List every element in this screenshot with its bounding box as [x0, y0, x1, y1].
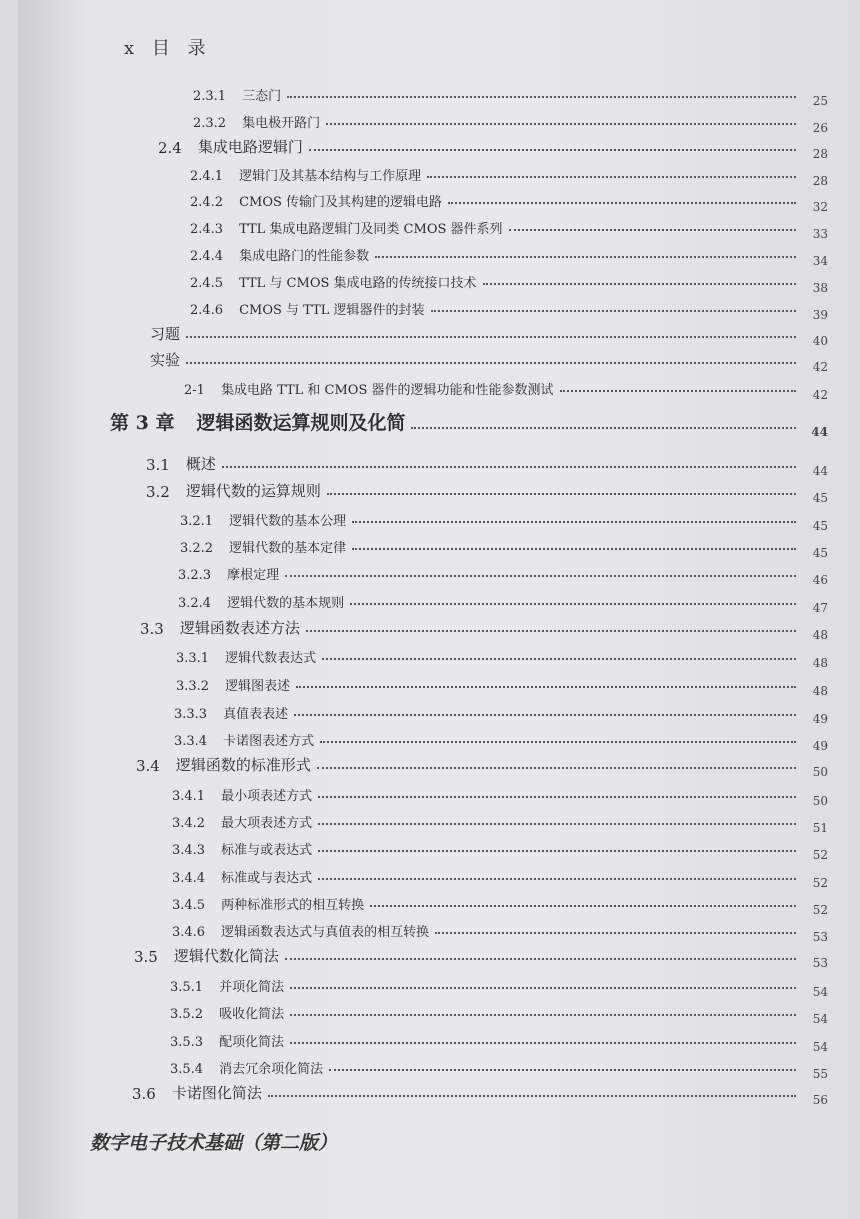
page-header — [124, 34, 212, 60]
toc-entry[interactable] — [132, 1079, 828, 1107]
dot-leader — [431, 310, 796, 312]
toc-page-number: 33 — [812, 227, 828, 241]
dot-leader — [318, 823, 796, 825]
toc-section-number: 3.4.4 — [172, 871, 206, 886]
toc-section-number: 2.4.1 — [190, 169, 224, 184]
dot-leader — [483, 283, 796, 285]
page-marker: x — [124, 38, 141, 59]
toc-title: 实验 — [150, 351, 181, 369]
toc-page-number: 52 — [812, 848, 828, 862]
dot-leader — [322, 658, 796, 660]
dot-leader — [509, 229, 796, 231]
toc-section-number: 3.5.3 — [170, 1035, 204, 1050]
toc-page-number: 42 — [812, 388, 828, 402]
toc-page-number: 54 — [812, 1040, 828, 1054]
toc-entry[interactable] — [146, 450, 828, 478]
toc-entry[interactable] — [172, 862, 828, 890]
book-page — [18, 0, 848, 1219]
toc-entry[interactable] — [172, 780, 828, 808]
dot-leader — [296, 686, 796, 688]
toc-entry[interactable] — [190, 186, 828, 214]
toc-entry[interactable] — [170, 1053, 828, 1081]
toc-section-number: 3.3.2 — [176, 679, 210, 694]
toc-title: 逻辑函数表述方法 — [179, 619, 300, 637]
toc-page-number: 49 — [812, 712, 828, 726]
toc-page-number: 54 — [812, 1012, 828, 1026]
toc-title: 逻辑代数的基本规则 — [227, 596, 345, 611]
toc-section-number: 2.4.2 — [190, 195, 224, 210]
toc-section-number: 3.5.2 — [170, 1007, 204, 1022]
toc-section-number: 3.4.3 — [172, 843, 206, 858]
toc-entry[interactable] — [172, 889, 828, 917]
dot-leader — [285, 958, 796, 960]
dot-leader — [375, 256, 796, 258]
toc-entry[interactable] — [170, 998, 828, 1026]
toc-entry[interactable] — [176, 642, 828, 670]
toc-title: 习题 — [150, 325, 181, 343]
toc-section-number: 3.2.2 — [180, 541, 214, 556]
toc-title: 卡诺图化简法 — [171, 1084, 262, 1102]
toc-page-number: 52 — [812, 876, 828, 890]
toc-page-number: 55 — [812, 1067, 828, 1081]
toc-section-number: 2.3.2 — [193, 116, 227, 131]
dot-leader — [560, 390, 796, 392]
toc-title: 集成电路门的性能参数 — [239, 249, 370, 264]
dot-leader — [306, 630, 796, 632]
toc-page-number: 45 — [812, 519, 828, 533]
toc-title: 标准或与表达式 — [221, 871, 313, 886]
toc-entry[interactable] — [180, 532, 828, 560]
toc-page-number: 46 — [812, 573, 828, 587]
toc-entry[interactable] — [178, 587, 828, 615]
dot-leader — [290, 987, 796, 989]
toc-page-number: 47 — [812, 601, 828, 615]
toc-section-number: 3.3.3 — [174, 707, 208, 722]
dot-leader — [352, 521, 796, 523]
toc-entry[interactable] — [174, 725, 828, 753]
toc-title: TTL 与 CMOS 集成电路的传统接口技术 — [239, 276, 477, 291]
toc-page-number: 53 — [812, 956, 828, 970]
toc-section-number: 2.4.4 — [190, 249, 224, 264]
toc-entry[interactable] — [140, 614, 828, 642]
toc-page-number: 50 — [812, 794, 828, 808]
toc-title: 逻辑图表述 — [225, 679, 291, 694]
dot-leader — [285, 575, 796, 577]
toc-title: 概述 — [185, 455, 216, 473]
toc-entry[interactable] — [172, 807, 828, 835]
toc-page-number: 52 — [812, 903, 828, 917]
toc-page-number: 40 — [812, 334, 828, 348]
toc-page-number: 44 — [811, 425, 828, 439]
toc-entry[interactable] — [190, 213, 828, 241]
toc-section-number: 3.2 — [146, 483, 170, 501]
dot-leader — [327, 493, 796, 495]
toc-page-number: 26 — [812, 121, 828, 135]
toc-section-number: 3.1 — [146, 456, 170, 474]
dot-leader — [290, 1042, 796, 1044]
toc-title: 集成电路 TTL 和 CMOS 器件的逻辑功能和性能参数测试 — [220, 383, 554, 398]
toc-entry[interactable] — [170, 971, 828, 999]
toc-section-number: 3.4.1 — [172, 789, 206, 804]
toc-page-number: 45 — [812, 546, 828, 560]
dot-leader — [222, 466, 796, 468]
toc-title: TTL 集成电路逻辑门及同类 CMOS 器件系列 — [239, 222, 503, 237]
toc-entry[interactable] — [190, 294, 828, 322]
toc-page-number: 44 — [812, 464, 828, 478]
toc-section-number: 3.6 — [132, 1085, 156, 1103]
toc-title: 最大项表述方式 — [221, 816, 313, 831]
dot-leader — [326, 123, 796, 125]
dot-leader — [287, 96, 796, 98]
toc-title: 集电极开路门 — [242, 116, 321, 131]
toc-section-number: 3.2.3 — [178, 568, 212, 583]
toc-page-number: 28 — [812, 174, 828, 188]
toc-section-number: 3.5.4 — [170, 1062, 204, 1077]
toc-entry[interactable] — [180, 505, 828, 533]
dot-leader — [317, 767, 796, 769]
dot-leader — [350, 603, 796, 605]
toc-title: 逻辑门及其基本结构与工作原理 — [239, 169, 422, 184]
toc-entry[interactable] — [150, 320, 828, 348]
toc-section-number: 2.4.3 — [190, 222, 224, 237]
toc-page-number: 53 — [812, 930, 828, 944]
toc-page-number: 45 — [812, 491, 828, 505]
toc-section-number: 2.4.5 — [190, 276, 224, 291]
dot-leader — [370, 905, 796, 907]
dot-leader — [411, 427, 796, 429]
dot-leader — [448, 202, 796, 204]
toc-page-number: 28 — [812, 147, 828, 161]
toc-section-number: 2-1 — [184, 383, 205, 398]
toc-page-number: 32 — [812, 200, 828, 214]
dot-leader — [309, 149, 796, 151]
toc-section-number: 3.4 — [136, 757, 160, 775]
toc-section-number: 2.3.1 — [193, 89, 227, 104]
toc-entry[interactable] — [172, 834, 828, 862]
toc-title: CMOS 与 TTL 逻辑器件的封装 — [239, 303, 425, 318]
toc-section-number: 3.5 — [134, 948, 158, 966]
toc-section-number: 3.3 — [140, 620, 164, 638]
toc-page-number: 48 — [812, 684, 828, 698]
toc-title: 三态门 — [242, 89, 282, 104]
toc-entry[interactable] — [190, 240, 828, 268]
toc-title: 最小项表述方式 — [221, 789, 313, 804]
dot-leader — [294, 714, 796, 716]
toc-section-number: 2.4 — [158, 139, 182, 157]
dot-leader — [268, 1095, 796, 1097]
toc-title: 卡诺图表述方式 — [223, 734, 315, 749]
toc-title: CMOS 传输门及其构建的逻辑电路 — [239, 195, 443, 210]
toc-entry[interactable] — [176, 670, 828, 698]
toc-title: 逻辑代数化简法 — [173, 947, 279, 965]
dot-leader — [290, 1014, 796, 1016]
toc-page-number: 25 — [812, 94, 828, 108]
toc-section-number: 3.3.4 — [174, 734, 208, 749]
dot-leader — [435, 932, 796, 934]
dot-leader — [186, 362, 796, 364]
toc-entry[interactable] — [146, 477, 828, 505]
toc-page-number: 42 — [812, 360, 828, 374]
toc-title: 吸收化简法 — [219, 1007, 285, 1022]
toc-title: 逻辑代数的基本公理 — [229, 514, 347, 529]
header-title: 目 录 — [151, 38, 212, 59]
toc-entry[interactable] — [193, 107, 828, 135]
toc-title: 逻辑代数的基本定律 — [229, 541, 347, 556]
toc-section-number: 3.4.2 — [172, 816, 206, 831]
toc-section-number: 3.4.5 — [172, 898, 206, 913]
toc-section-number: 3.5.1 — [170, 980, 204, 995]
toc-page-number: 50 — [812, 765, 828, 779]
toc-page-number: 39 — [812, 308, 828, 322]
dot-leader — [318, 878, 796, 880]
toc-title: 配项化简法 — [219, 1035, 285, 1050]
toc-entry[interactable] — [184, 374, 828, 402]
dot-leader — [320, 741, 796, 743]
toc-title: 标准与或表达式 — [221, 843, 313, 858]
toc-section-number: 2.4.6 — [190, 303, 224, 318]
book-title-footer: 数字电子技术基础（第二版） — [90, 1132, 338, 1154]
toc-title: 逻辑函数运算规则及化简 — [196, 412, 406, 434]
toc-entry[interactable] — [136, 751, 828, 779]
toc-section-number: 3.3.1 — [176, 651, 210, 666]
toc-entry[interactable] — [190, 160, 828, 188]
toc-title: 并项化简法 — [219, 980, 285, 995]
toc-section-number: 第 3 章 — [110, 412, 175, 434]
toc-title: 逻辑函数的标准形式 — [175, 756, 311, 774]
toc-title: 消去冗余项化简法 — [219, 1062, 324, 1077]
toc-page-number: 49 — [812, 739, 828, 753]
toc-title: 摩根定理 — [227, 568, 280, 583]
toc-entry[interactable] — [150, 346, 828, 374]
toc-title: 真值表表述 — [223, 707, 289, 722]
dot-leader — [352, 548, 796, 550]
toc-title: 逻辑代数表达式 — [225, 651, 317, 666]
toc-title: 两种标准形式的相互转换 — [221, 898, 365, 913]
toc-section-number: 3.2.1 — [180, 514, 214, 529]
dot-leader — [427, 176, 796, 178]
toc-chapter-entry[interactable] — [110, 411, 828, 439]
toc-page-number: 48 — [812, 656, 828, 670]
toc-page-number: 48 — [812, 628, 828, 642]
toc-entry[interactable] — [178, 559, 828, 587]
toc-page-number: 51 — [812, 821, 828, 835]
dot-leader — [318, 796, 796, 798]
toc-page-number: 54 — [812, 985, 828, 999]
toc-page-number: 38 — [812, 281, 828, 295]
toc-entry[interactable] — [134, 942, 828, 970]
toc-page-number: 56 — [812, 1093, 828, 1107]
toc-entry[interactable] — [170, 1026, 828, 1054]
toc-entry[interactable] — [174, 698, 828, 726]
toc-entry[interactable] — [158, 133, 828, 161]
toc-title: 集成电路逻辑门 — [197, 138, 303, 156]
toc-page-number: 34 — [812, 254, 828, 268]
toc-entry[interactable] — [190, 267, 828, 295]
toc-title: 逻辑代数的运算规则 — [185, 482, 321, 500]
toc-title: 逻辑函数表达式与真值表的相互转换 — [221, 925, 430, 940]
dot-leader — [329, 1069, 796, 1071]
toc-entry[interactable] — [172, 916, 828, 944]
toc-section-number: 3.2.4 — [178, 596, 212, 611]
dot-leader — [186, 336, 796, 338]
toc-section-number: 3.4.6 — [172, 925, 206, 940]
toc-entry[interactable] — [193, 80, 828, 108]
dot-leader — [318, 850, 796, 852]
